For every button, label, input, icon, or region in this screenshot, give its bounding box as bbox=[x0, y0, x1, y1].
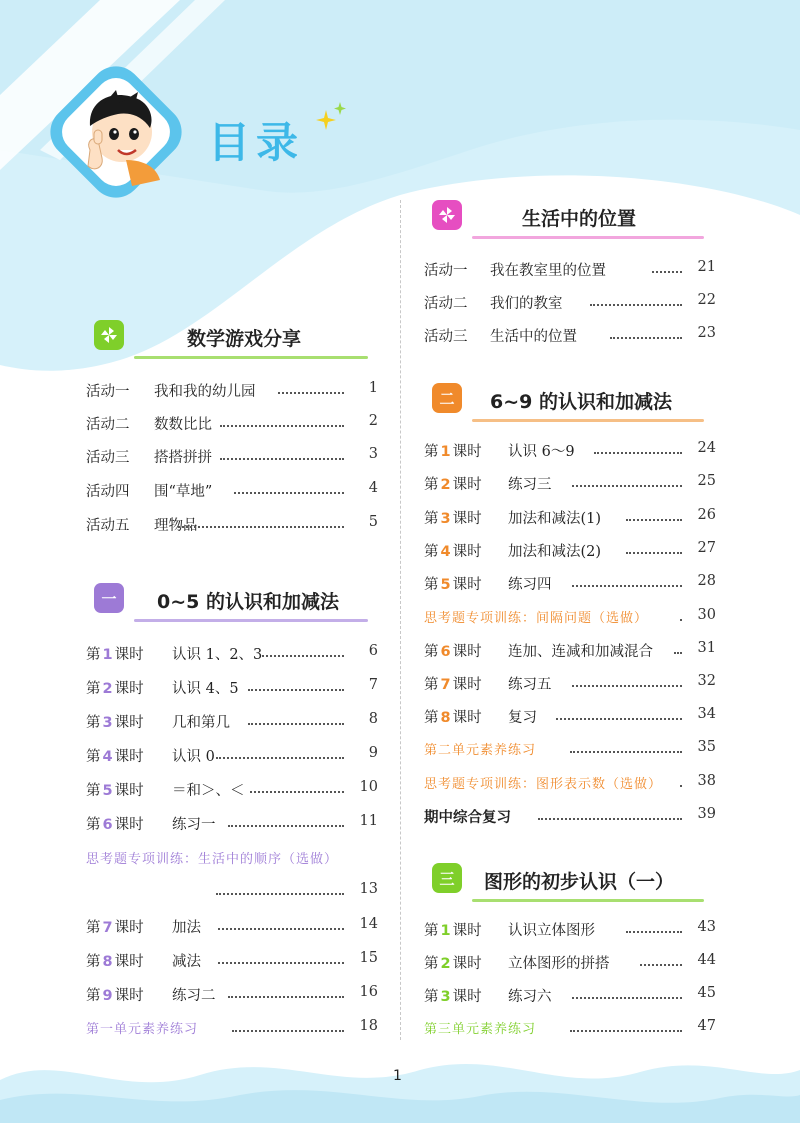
lesson-prefix: 第 bbox=[424, 677, 439, 693]
row-label: 活动五 bbox=[86, 518, 130, 534]
row-label: 期中综合复习 bbox=[424, 810, 511, 826]
toc-row[interactable] bbox=[86, 380, 378, 406]
row-label bbox=[424, 706, 482, 727]
lesson-suffix: 课时 bbox=[452, 444, 482, 460]
page-ref: 14 bbox=[359, 916, 378, 932]
page-ref: 22 bbox=[697, 292, 716, 308]
page-ref: 26 bbox=[697, 507, 716, 523]
lesson-suffix: 课时 bbox=[114, 715, 144, 731]
dot-leader bbox=[248, 709, 344, 725]
row-label bbox=[86, 916, 144, 937]
row-title: 认识 6～9 bbox=[508, 444, 575, 460]
toc-row[interactable] bbox=[424, 292, 716, 318]
page-ref: 28 bbox=[697, 573, 716, 589]
toc-row[interactable] bbox=[86, 643, 378, 669]
lesson-prefix: 第 bbox=[424, 477, 439, 493]
page-ref: 27 bbox=[697, 540, 716, 556]
lesson-suffix: 课时 bbox=[452, 544, 482, 560]
toc-row[interactable] bbox=[86, 446, 378, 472]
lesson-number: 5 bbox=[440, 577, 451, 593]
row-label bbox=[86, 950, 144, 971]
page-number: 1 bbox=[393, 1068, 402, 1084]
unit-practice-row[interactable] bbox=[424, 1018, 716, 1044]
row-title: 减法 bbox=[172, 954, 201, 970]
page-ref: 9 bbox=[368, 745, 378, 761]
sparkle-icon bbox=[316, 102, 348, 134]
special-training-page-row[interactable] bbox=[86, 881, 378, 907]
row-label: 思考题专项训练：生活中的顺序（选做） bbox=[86, 852, 339, 867]
toc-row[interactable] bbox=[86, 984, 378, 1010]
lesson-number: 7 bbox=[102, 920, 113, 936]
row-label: 第三单元素养练习 bbox=[424, 1022, 537, 1037]
row-title: 练习二 bbox=[172, 988, 216, 1004]
dot-leader bbox=[262, 641, 344, 657]
page-ref: 13 bbox=[359, 881, 378, 897]
row-title: 加法和减法(1) bbox=[508, 511, 602, 527]
section-title: 生活中的位置 bbox=[522, 208, 637, 230]
dot-leader bbox=[228, 982, 344, 998]
lesson-suffix: 课时 bbox=[114, 954, 144, 970]
toc-row[interactable] bbox=[424, 540, 716, 566]
section-title: 6~9 的认识和加减法 bbox=[490, 391, 672, 413]
dot-leader bbox=[674, 638, 682, 654]
row-title: 认识 1、2、3 bbox=[172, 647, 263, 663]
dot-leader bbox=[232, 1016, 344, 1032]
row-title: 立体图形的拼搭 bbox=[508, 956, 610, 972]
lesson-number: 1 bbox=[102, 647, 113, 663]
section-unit-two bbox=[432, 383, 704, 425]
dot-leader bbox=[570, 737, 682, 753]
lesson-prefix: 第 bbox=[424, 923, 439, 939]
lesson-suffix: 课时 bbox=[114, 749, 144, 765]
lesson-prefix: 第 bbox=[86, 988, 101, 1004]
lesson-prefix: 第 bbox=[86, 783, 101, 799]
toc-row[interactable] bbox=[424, 985, 716, 1011]
lesson-suffix: 课时 bbox=[114, 817, 144, 833]
lesson-suffix: 课时 bbox=[452, 710, 482, 726]
dot-leader bbox=[572, 671, 682, 687]
row-title: 认识 0 bbox=[172, 749, 215, 765]
page-ref: 21 bbox=[697, 259, 716, 275]
special-training-row[interactable] bbox=[86, 848, 378, 874]
page-ref: 31 bbox=[697, 640, 716, 656]
toc-row[interactable] bbox=[424, 673, 716, 699]
row-title: 我和我的幼儿园 bbox=[154, 384, 256, 400]
dot-leader bbox=[570, 1016, 682, 1032]
row-label bbox=[424, 919, 482, 940]
lesson-suffix: 课时 bbox=[114, 920, 144, 936]
row-label bbox=[86, 813, 144, 834]
midterm-review-row[interactable] bbox=[424, 806, 716, 832]
lesson-suffix: 课时 bbox=[452, 989, 482, 1005]
row-label bbox=[424, 573, 482, 594]
row-title: 搭搭拼拼 bbox=[154, 450, 212, 466]
row-title: 复习 bbox=[508, 710, 537, 726]
lesson-number: 3 bbox=[440, 511, 451, 527]
toc-row[interactable] bbox=[424, 640, 716, 666]
lesson-prefix: 第 bbox=[424, 956, 439, 972]
dot-leader bbox=[640, 950, 682, 966]
row-label: 活动二 bbox=[424, 296, 468, 312]
dot-leader bbox=[626, 917, 682, 933]
toc-row[interactable] bbox=[86, 813, 378, 839]
row-title: 数数比比 bbox=[154, 417, 212, 433]
row-label bbox=[424, 440, 482, 461]
section-underline bbox=[472, 236, 704, 239]
dot-leader bbox=[216, 879, 344, 895]
toc-row[interactable] bbox=[86, 711, 378, 737]
lesson-suffix: 课时 bbox=[452, 477, 482, 493]
special-training-row[interactable] bbox=[424, 607, 716, 633]
column-divider bbox=[400, 200, 401, 1040]
dot-leader bbox=[626, 505, 682, 521]
dot-leader bbox=[178, 512, 344, 528]
page-ref: 45 bbox=[697, 985, 716, 1001]
row-title: 练习一 bbox=[172, 817, 216, 833]
toc-row[interactable] bbox=[86, 745, 378, 771]
lesson-prefix: 第 bbox=[86, 817, 101, 833]
page-ref: 24 bbox=[697, 440, 716, 456]
row-label: 活动三 bbox=[86, 450, 130, 466]
dot-leader bbox=[218, 948, 344, 964]
dot-leader bbox=[572, 983, 682, 999]
section-title: 数学游戏分享 bbox=[187, 328, 302, 350]
lesson-prefix: 第 bbox=[424, 989, 439, 1005]
dot-leader bbox=[216, 743, 344, 759]
page-ref: 47 bbox=[697, 1018, 716, 1034]
row-title: 几和第几 bbox=[172, 715, 230, 731]
section-position bbox=[432, 200, 704, 242]
toc-row[interactable] bbox=[86, 916, 378, 942]
row-label bbox=[86, 711, 144, 732]
boy-mascot-icon bbox=[46, 62, 186, 202]
row-title: 加法和减法(2) bbox=[508, 544, 602, 560]
page-ref: 38 bbox=[697, 773, 716, 789]
toc-row[interactable] bbox=[424, 259, 716, 285]
lesson-prefix: 第 bbox=[86, 954, 101, 970]
lesson-number: 2 bbox=[440, 477, 451, 493]
section-underline bbox=[472, 899, 704, 902]
toc-row[interactable] bbox=[424, 706, 716, 732]
row-title: 练习三 bbox=[508, 477, 552, 493]
row-label bbox=[86, 984, 144, 1005]
lesson-prefix: 第 bbox=[424, 710, 439, 726]
row-title: 围“草地” bbox=[154, 484, 213, 500]
page-ref: 23 bbox=[697, 325, 716, 341]
unit-practice-row[interactable] bbox=[86, 1018, 378, 1044]
page-ref: 5 bbox=[368, 514, 378, 530]
section-unit-one bbox=[94, 583, 368, 625]
page-ref: 11 bbox=[359, 813, 378, 829]
row-label: 活动一 bbox=[86, 384, 130, 400]
toc-row[interactable] bbox=[424, 473, 716, 499]
toc-row[interactable] bbox=[86, 514, 378, 540]
dot-leader bbox=[572, 571, 682, 587]
section-badge bbox=[432, 200, 462, 230]
lesson-number: 6 bbox=[102, 817, 113, 833]
toc-row[interactable] bbox=[424, 952, 716, 978]
lesson-prefix: 第 bbox=[86, 681, 101, 697]
toc-row[interactable] bbox=[424, 919, 716, 945]
page-ref: 32 bbox=[697, 673, 716, 689]
page-ref: 30 bbox=[697, 607, 716, 623]
row-title: 加法 bbox=[172, 920, 201, 936]
row-label bbox=[86, 745, 144, 766]
toc-row[interactable] bbox=[424, 440, 716, 466]
toc-row[interactable] bbox=[86, 413, 378, 439]
lesson-number: 3 bbox=[440, 989, 451, 1005]
dot-leader bbox=[572, 471, 682, 487]
toc-row[interactable] bbox=[424, 507, 716, 533]
section-badge: 三 bbox=[432, 863, 462, 893]
section-badge: 一 bbox=[94, 583, 124, 613]
lesson-suffix: 课时 bbox=[114, 681, 144, 697]
toc-row[interactable] bbox=[424, 573, 716, 599]
lesson-number: 9 bbox=[102, 988, 113, 1004]
dot-leader bbox=[626, 538, 682, 554]
page-ref: 39 bbox=[697, 806, 716, 822]
dot-leader bbox=[278, 378, 344, 394]
lesson-suffix: 课时 bbox=[452, 511, 482, 527]
lesson-suffix: 课时 bbox=[452, 923, 482, 939]
lesson-suffix: 课时 bbox=[114, 988, 144, 1004]
unit-practice-row[interactable] bbox=[424, 739, 716, 765]
lesson-suffix: 课时 bbox=[452, 577, 482, 593]
row-label bbox=[424, 473, 482, 494]
lesson-number: 2 bbox=[102, 681, 113, 697]
lesson-prefix: 第 bbox=[86, 647, 101, 663]
lesson-number: 7 bbox=[440, 677, 451, 693]
row-title: 理物品 bbox=[154, 518, 198, 534]
page-ref: 8 bbox=[368, 711, 378, 727]
row-label bbox=[424, 985, 482, 1006]
row-label bbox=[86, 779, 144, 800]
lesson-prefix: 第 bbox=[424, 644, 439, 660]
page-ref: 1 bbox=[368, 380, 378, 396]
section-underline bbox=[472, 419, 704, 422]
dot-leader bbox=[220, 444, 344, 460]
dot-leader bbox=[538, 804, 682, 820]
dot-leader bbox=[680, 605, 682, 621]
page-ref: 35 bbox=[697, 739, 716, 755]
lesson-prefix: 第 bbox=[86, 715, 101, 731]
toc-row[interactable] bbox=[86, 480, 378, 506]
lesson-number: 1 bbox=[440, 923, 451, 939]
section-underline bbox=[134, 619, 368, 622]
row-title: 生活中的位置 bbox=[490, 329, 577, 345]
row-title: 练习四 bbox=[508, 577, 552, 593]
dot-leader bbox=[250, 777, 344, 793]
dot-leader bbox=[248, 675, 344, 691]
section-badge: 二 bbox=[432, 383, 462, 413]
dot-leader bbox=[680, 771, 682, 787]
row-title: 认识 4、5 bbox=[172, 681, 239, 697]
lesson-prefix: 第 bbox=[424, 444, 439, 460]
lesson-prefix: 第 bbox=[86, 749, 101, 765]
row-label bbox=[424, 673, 482, 694]
page-ref: 15 bbox=[359, 950, 378, 966]
page-ref: 7 bbox=[368, 677, 378, 693]
row-label bbox=[424, 640, 482, 661]
section-underline bbox=[134, 356, 368, 359]
page-ref: 6 bbox=[368, 643, 378, 659]
dot-leader bbox=[610, 323, 682, 339]
row-label: 活动二 bbox=[86, 417, 130, 433]
toc-row[interactable] bbox=[86, 779, 378, 805]
lesson-prefix: 第 bbox=[424, 544, 439, 560]
row-title: 练习五 bbox=[508, 677, 552, 693]
page-ref: 3 bbox=[368, 446, 378, 462]
page-ref: 2 bbox=[368, 413, 378, 429]
toc-row[interactable] bbox=[86, 677, 378, 703]
dot-leader bbox=[228, 811, 344, 827]
lesson-suffix: 课时 bbox=[452, 644, 482, 660]
row-label: 第一单元素养练习 bbox=[86, 1022, 199, 1037]
page-ref: 4 bbox=[368, 480, 378, 496]
row-label: 思考题专项训练：图形表示数（选做） bbox=[424, 777, 663, 792]
lesson-number: 2 bbox=[440, 956, 451, 972]
page-ref: 44 bbox=[697, 952, 716, 968]
row-title: 练习六 bbox=[508, 989, 552, 1005]
row-title: 我在教室里的位置 bbox=[490, 263, 606, 279]
dot-leader bbox=[218, 914, 344, 930]
lesson-number: 5 bbox=[102, 783, 113, 799]
section-unit-three bbox=[432, 863, 704, 905]
row-title: 连加、连减和加减混合 bbox=[508, 644, 653, 660]
row-title: 我们的教室 bbox=[490, 296, 563, 312]
pinwheel-icon bbox=[438, 206, 456, 224]
toc-row[interactable] bbox=[86, 950, 378, 976]
row-label: 思考题专项训练：间隔问题（选做） bbox=[424, 611, 649, 626]
section-badge bbox=[94, 320, 124, 350]
row-label bbox=[86, 643, 144, 664]
row-label: 活动三 bbox=[424, 329, 468, 345]
special-training-row[interactable] bbox=[424, 773, 716, 799]
dot-leader bbox=[220, 411, 344, 427]
row-label bbox=[424, 540, 482, 561]
lesson-number: 8 bbox=[440, 710, 451, 726]
dot-leader bbox=[652, 257, 682, 273]
lesson-prefix: 第 bbox=[86, 920, 101, 936]
page-title: 目录 bbox=[208, 118, 305, 167]
row-label bbox=[424, 507, 482, 528]
page-ref: 16 bbox=[359, 984, 378, 1000]
dot-leader bbox=[556, 704, 682, 720]
row-title: ＝和＞、＜ bbox=[172, 783, 245, 799]
row-title: 认识立体图形 bbox=[508, 923, 595, 939]
dot-leader bbox=[590, 290, 682, 306]
section-title: 图形的初步认识（一） bbox=[484, 871, 675, 893]
row-label bbox=[424, 952, 482, 973]
pinwheel-icon bbox=[100, 326, 118, 344]
lesson-prefix: 第 bbox=[424, 577, 439, 593]
lesson-suffix: 课时 bbox=[452, 677, 482, 693]
section-title: 0~5 的认识和加减法 bbox=[157, 591, 339, 613]
lesson-suffix: 课时 bbox=[114, 647, 144, 663]
page-ref: 18 bbox=[359, 1018, 378, 1034]
lesson-prefix: 第 bbox=[424, 511, 439, 527]
section-math-games bbox=[94, 320, 368, 362]
lesson-number: 4 bbox=[440, 544, 451, 560]
page-ref: 43 bbox=[697, 919, 716, 935]
lesson-number: 1 bbox=[440, 444, 451, 460]
row-label: 活动四 bbox=[86, 484, 130, 500]
lesson-number: 8 bbox=[102, 954, 113, 970]
lesson-number: 3 bbox=[102, 715, 113, 731]
page-ref: 25 bbox=[697, 473, 716, 489]
dot-leader bbox=[594, 438, 682, 454]
row-label bbox=[86, 677, 144, 698]
lesson-suffix: 课时 bbox=[452, 956, 482, 972]
row-label: 第二单元素养练习 bbox=[424, 743, 537, 758]
lesson-number: 6 bbox=[440, 644, 451, 660]
row-label: 活动一 bbox=[424, 263, 468, 279]
lesson-number: 4 bbox=[102, 749, 113, 765]
toc-row[interactable] bbox=[424, 325, 716, 351]
page-ref: 10 bbox=[359, 779, 378, 795]
lesson-suffix: 课时 bbox=[114, 783, 144, 799]
dot-leader bbox=[234, 478, 344, 494]
page-ref: 34 bbox=[697, 706, 716, 722]
